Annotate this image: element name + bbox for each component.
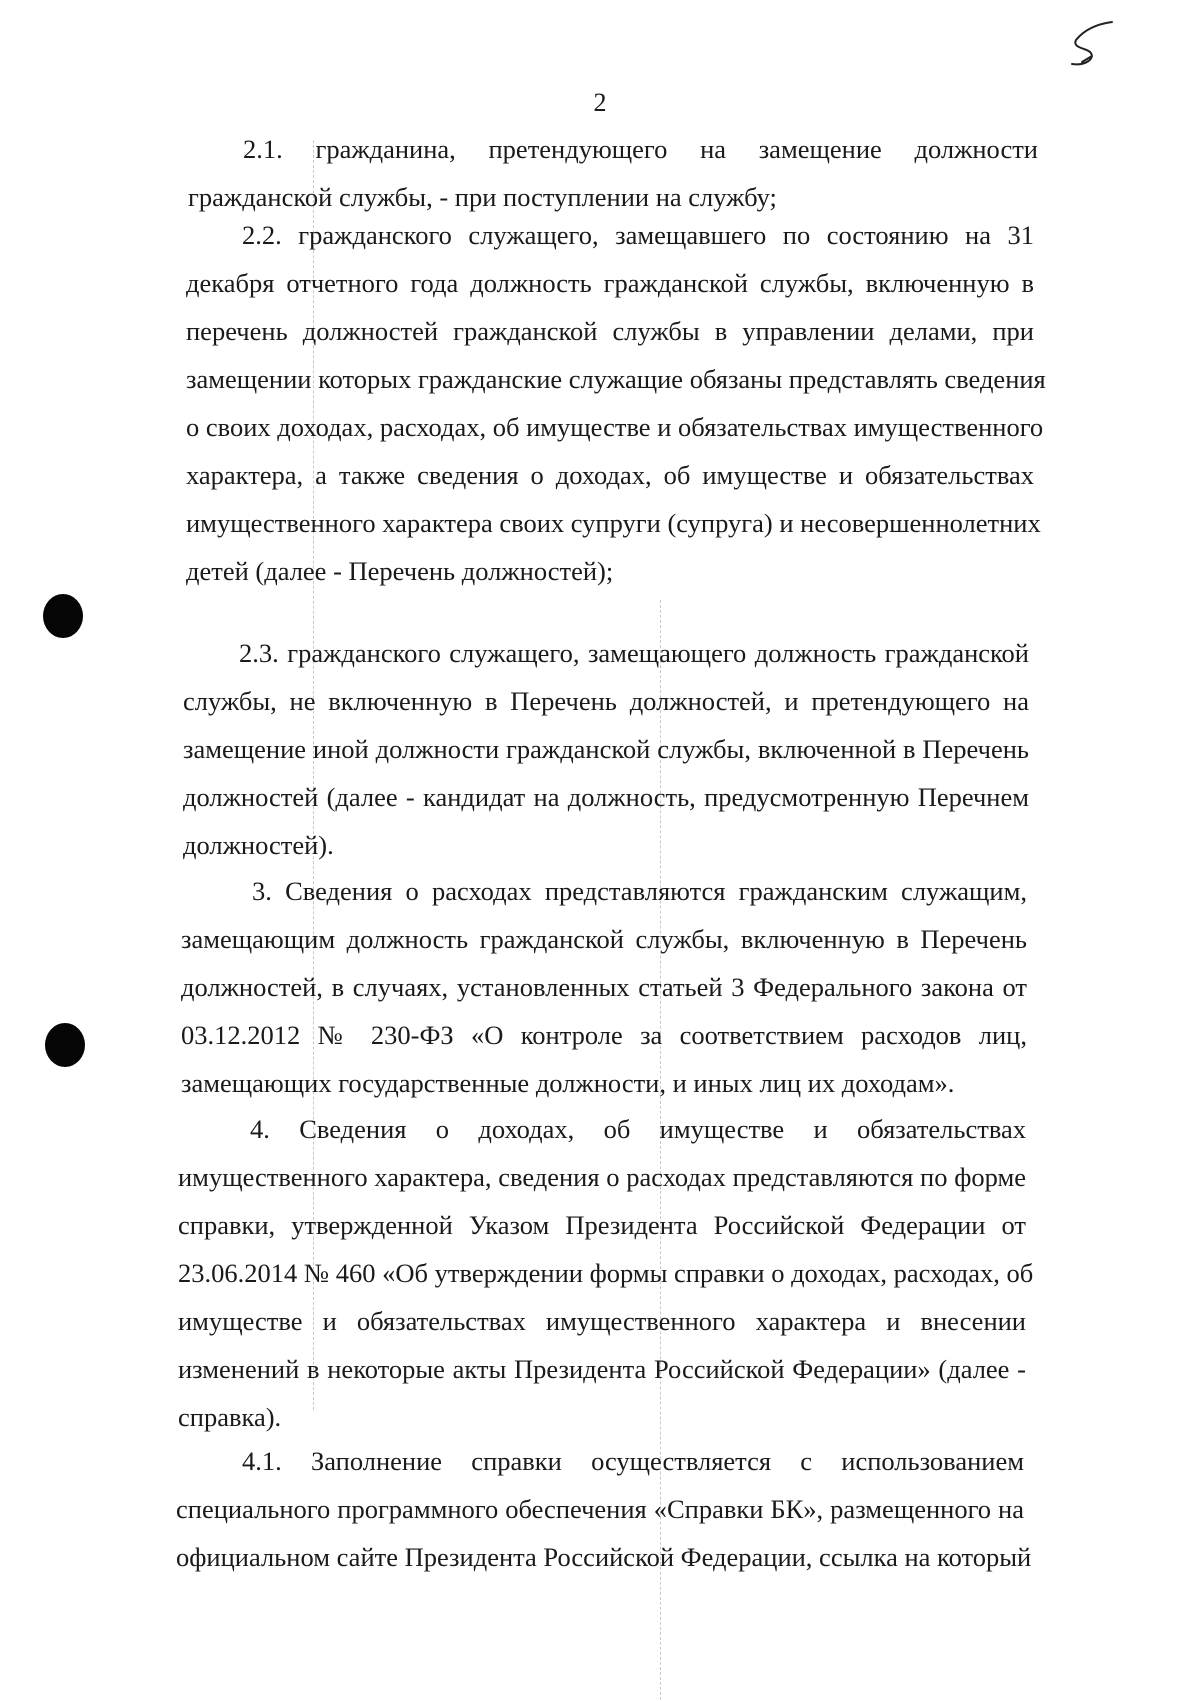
text-line: специального программного обеспечения «Справки БК», размещенного на	[176, 1494, 1024, 1524]
text-line: детей (далее - Перечень должностей);	[186, 556, 614, 586]
binder-hole-bottom	[45, 1023, 85, 1067]
text-line: 2.3. гражданского служащего, замещающего должность гражданской	[239, 638, 1029, 668]
text-line: замещение иной должности гражданской службы, включенной в Перечень	[183, 734, 1029, 764]
text-line: изменений в некоторые акты Президента Российской Федерации» (далее -	[178, 1354, 1026, 1384]
text-line: о своих доходах, расходах, об имуществе и обязательствах имущественного	[186, 412, 1044, 442]
handwritten-page-mark	[1042, 18, 1132, 78]
text-line: гражданской службы, - при поступлении на службу;	[188, 182, 777, 212]
text-line: имущественного характера своих супруги (супруга) и несовершеннолетних	[186, 508, 1041, 538]
text-line: характера, а также сведения о доходах, об имуществе и обязательствах	[186, 460, 1034, 490]
text-line: официальном сайте Президента Российской Федерации, ссылка на который	[176, 1542, 1032, 1572]
paragraph-4-1	[176, 1437, 1032, 1581]
text-line: перечень должностей гражданской службы в управлении делами, при	[186, 316, 1034, 346]
paragraph-4	[178, 1105, 1034, 1441]
text-line: справки, утвержденной Указом Президента Российской Федерации от	[178, 1210, 1026, 1240]
text-line: 23.06.2014 № 460 «Об утверждении формы справки о доходах, расходах, об	[178, 1258, 1034, 1288]
text-line: замещении которых гражданские служащие обязаны представлять сведения	[186, 364, 1046, 394]
text-line: замещающим должность гражданской службы, включенную в Перечень	[181, 924, 1027, 954]
binder-hole-top	[43, 594, 83, 638]
paragraph-2-3	[183, 629, 1029, 869]
text-line: службы, не включенную в Перечень должностей, и претендующего на	[183, 686, 1029, 716]
page-number: 2	[593, 88, 607, 117]
paragraph-3	[181, 867, 1027, 1107]
paragraph-2-2	[186, 211, 1046, 595]
text-line: имуществе и обязательствах имущественного характера и внесении	[178, 1306, 1026, 1336]
text-line: должностей, в случаях, установленных статьей 3 Федерального закона от	[181, 972, 1027, 1002]
paragraph-2-1	[188, 125, 1038, 221]
text-line: должностей (далее - кандидат на должность, предусмотренную Перечнем	[183, 782, 1029, 812]
text-line: 03.12.2012 № 230-ФЗ «О контроле за соответствием расходов лиц,	[181, 1020, 1027, 1050]
text-line: замещающих государственные должности, и иных лиц их доходам».	[181, 1068, 955, 1098]
text-line: 2.1. гражданина, претендующего на замещение должности	[243, 134, 1038, 164]
text-line: справка).	[178, 1402, 282, 1432]
text-line: должностей).	[183, 830, 334, 860]
text-line: декабря отчетного года должность гражданской службы, включенную в	[186, 268, 1034, 298]
text-line: 4.1. Заполнение справки осуществляется с использованием	[242, 1446, 1024, 1476]
text-line: 4. Сведения о доходах, об имуществе и обязательствах	[250, 1114, 1026, 1144]
text-line: 2.2. гражданского служащего, замещавшего по состоянию на 31	[242, 220, 1034, 250]
text-line: 3. Сведения о расходах представляются гражданским служащим,	[252, 876, 1027, 906]
text-line: имущественного характера, сведения о расходах представляются по форме	[178, 1162, 1026, 1192]
